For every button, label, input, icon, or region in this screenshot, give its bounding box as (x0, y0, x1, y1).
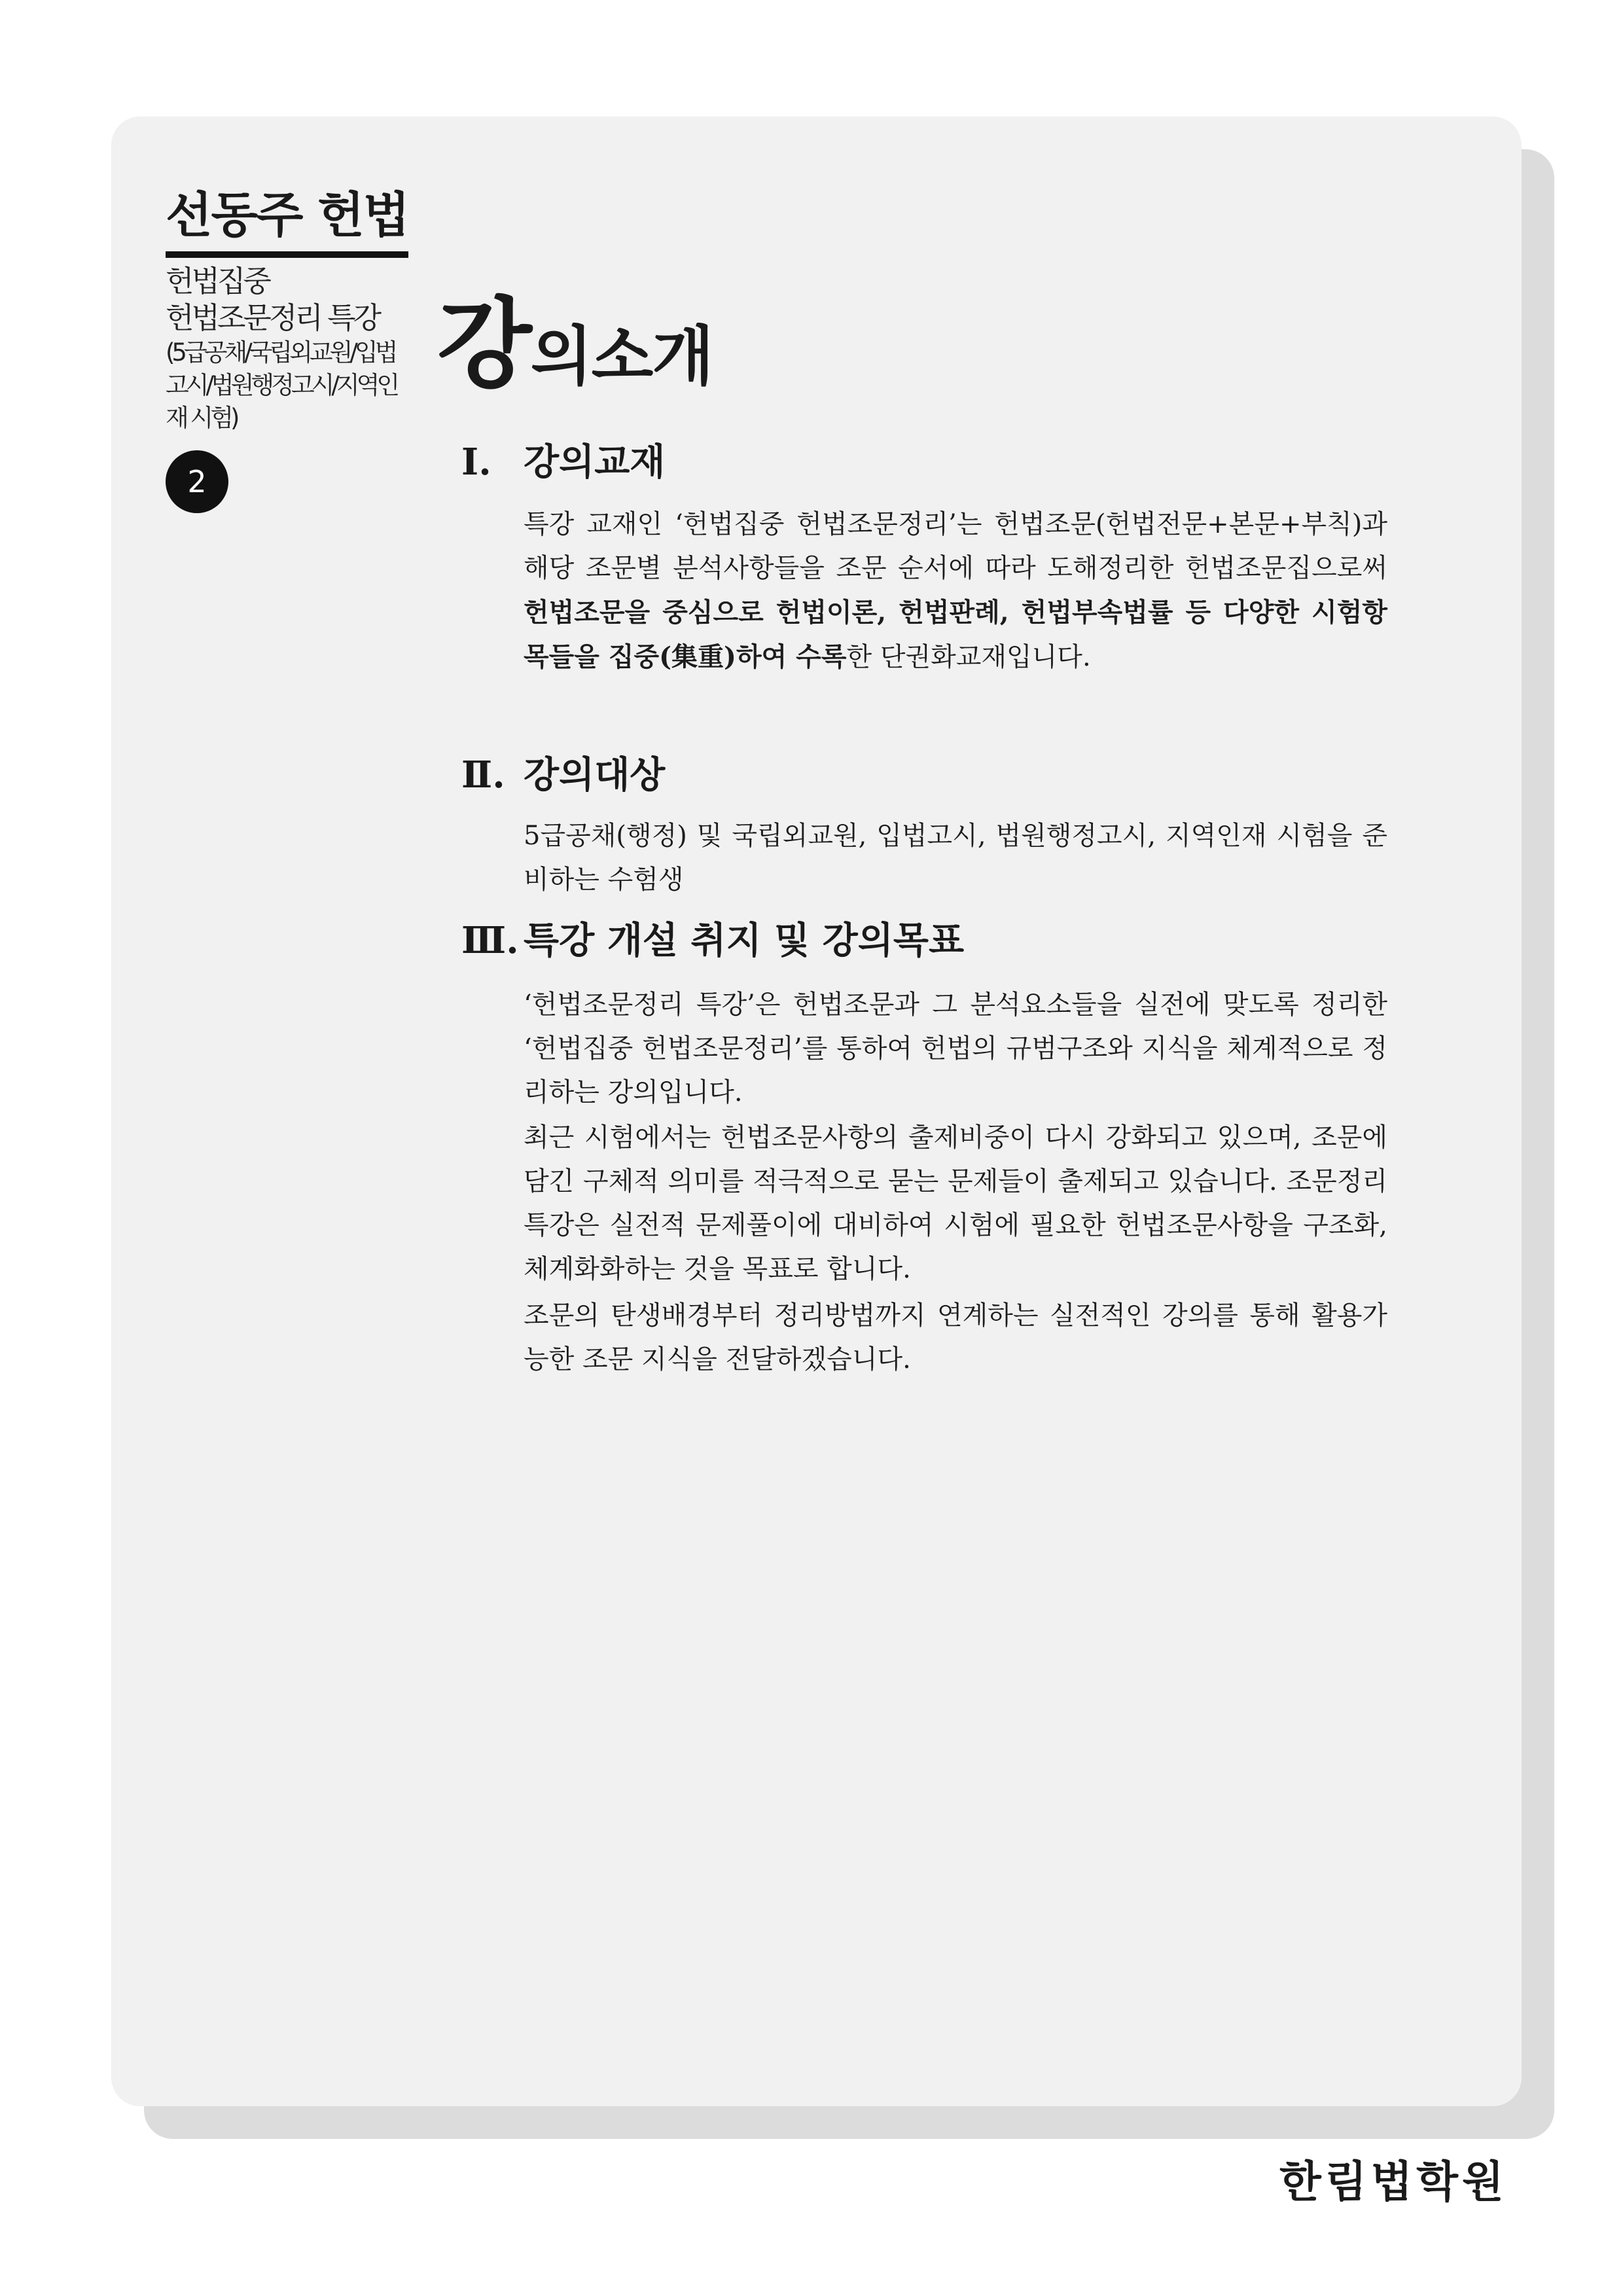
course-info (166, 263, 427, 435)
section-number: Ⅰ. (461, 440, 491, 484)
page-title (437, 265, 713, 406)
section-heading-textbook (461, 433, 665, 486)
section-title: 특강 개설 취지 및 강의목표 (524, 919, 965, 962)
section-title: 강의교재 (524, 440, 666, 484)
exam-list-line: 재 시험) (166, 404, 237, 432)
section-heading-target (461, 746, 665, 798)
paragraph-bold-text: 헌법조문을 중심으로 헌법이론, 헌법판례, 헌법부속법률 등 다양한 시험항목들을 집중(集重)하여 수록 (524, 597, 1387, 672)
section-heading-purpose (461, 912, 964, 964)
exam-list-line: 고시/법원행정고시/지역인 (166, 371, 397, 399)
target-paragraph: 5급공채(행정) 및 국립외교원, 입법고시, 법원행정고시, 지역인재 시험을 준비하는 수험생 (524, 821, 1387, 895)
textbook-paragraph (524, 503, 1387, 679)
section-title: 강의대상 (524, 753, 666, 797)
purpose-paragraph: 조문의 탄생배경부터 정리방법까지 연계하는 실전적인 강의를 통해 활용가능한 조문 지식을 전달하겠습니다. (524, 1300, 1387, 1374)
academy-logo: 한림법학원 (1279, 2157, 1508, 2207)
course-line: 헌법조문정리 특강 (166, 300, 380, 335)
page-title-first-char: 강 (437, 288, 531, 402)
page-number-badge: 2 (166, 450, 228, 513)
page-title-rest: 의소개 (530, 319, 713, 394)
purpose-paragraph: ‘헌법조문정리 특강’은 헌법조문과 그 분석요소들을 실전에 맞도록 정리한 ‘헌법집중 헌법조문정리’를 통하여 헌법의 규범구조와 지식을 체계적으로 정리하는 강의입니다. (524, 990, 1387, 1107)
paragraph-text: 한 단권화교재입니다. (846, 642, 1091, 672)
brand-title: 선동주 헌법 (166, 177, 408, 258)
section-number: Ⅱ. (461, 753, 505, 797)
exam-list-line: (5급공채/국립외교원/입법 (166, 338, 395, 367)
section-number: Ⅲ. (461, 919, 519, 962)
purpose-paragraph: 최근 시험에서는 헌법조문사항의 출제비중이 다시 강화되고 있으며, 조문에 담긴 구체적 의미를 적극적으로 묻는 문제들이 출제되고 있습니다. 조문정리 특강은 실전적 문제풀이에 대비하여 시험에 필요한 헌법조문사항을 구조화, 체계화화하는 것을 목표로 합니다. (524, 1122, 1387, 1284)
course-line: 헌법집중 (166, 264, 269, 298)
paragraph-text: 특강 교재인 ‘헌법집중 헌법조문정리’는 헌법조문(헌법전문+본문+부칙)과 해당 조문별 분석사항들을 조문 순서에 따라 도해정리한 헌법조문집으로써 (524, 509, 1387, 583)
